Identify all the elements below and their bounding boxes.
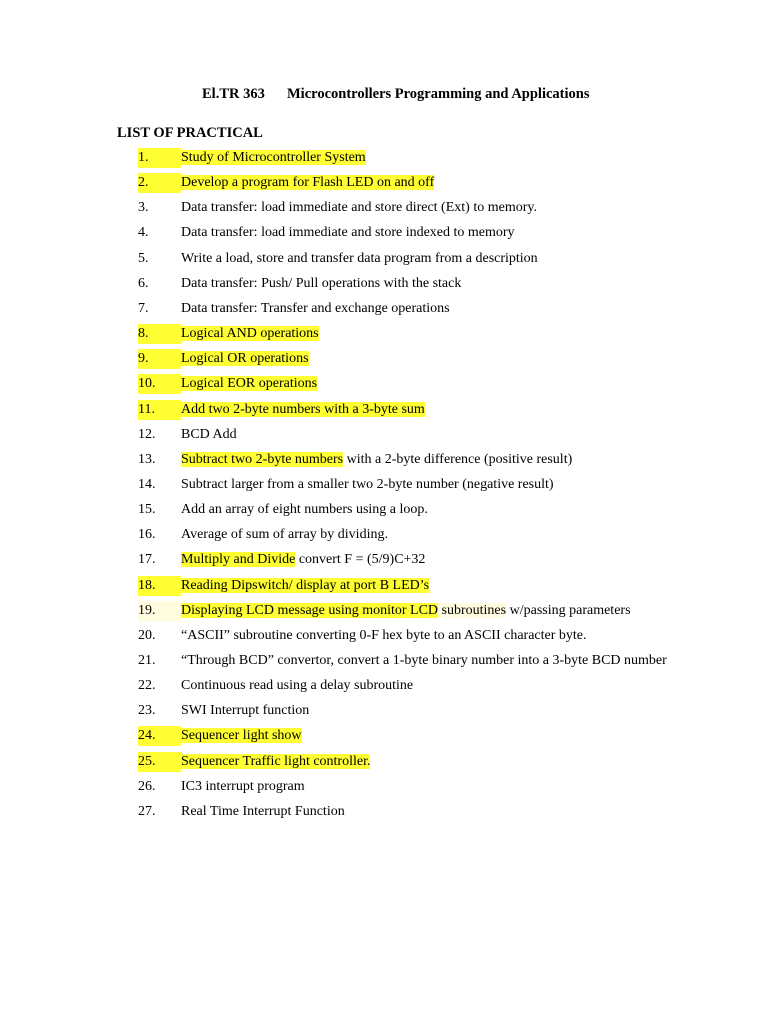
item-number: 12. (138, 426, 156, 442)
item-text (181, 576, 429, 596)
item-text-segment: Write a load, store and transfer data program from a description (181, 250, 538, 266)
item-number: 7. (138, 300, 149, 316)
item-number: 14. (138, 476, 156, 492)
item-text-segment: Sequencer light show (181, 728, 302, 744)
item-text-segment: subroutines (438, 602, 507, 618)
item-text-segment: convert F = (5/9)C+32 (295, 552, 426, 568)
item-number: 2. (138, 173, 181, 193)
item-text (181, 274, 461, 294)
item-text-segment: Logical AND operations (181, 326, 319, 342)
item-text (181, 802, 345, 822)
item-text-segment: w/passing parameters (506, 602, 631, 618)
item-number: 10. (138, 374, 181, 394)
item-text (181, 349, 309, 369)
item-text-segment: Logical EOR operations (181, 376, 318, 392)
item-text (181, 324, 319, 344)
item-number: 5. (138, 250, 149, 266)
item-text (181, 777, 305, 797)
item-text (181, 148, 366, 168)
item-text (181, 173, 434, 193)
item-number: 21. (138, 653, 156, 668)
item-text (181, 525, 388, 545)
item-number: 18. (138, 576, 181, 596)
item-text-segment: Data transfer: load immediate and store indexed to memory (181, 225, 515, 241)
item-text (181, 550, 425, 570)
item-text (181, 400, 425, 420)
item-text (181, 223, 515, 243)
item-text-segment: Data transfer: Push/ Pull operations with the stack (181, 275, 462, 291)
item-text-segment: Data transfer: Transfer and exchange operations (181, 300, 450, 316)
course-code: El.TR 363 (202, 86, 265, 102)
item-number: 20. (138, 627, 156, 643)
item-text (181, 374, 317, 394)
item-text-segment: “ASCII” subroutine converting 0-F hex byte to an ASCII character byte. (181, 627, 587, 643)
item-number: 6. (138, 275, 149, 291)
item-text (181, 475, 554, 495)
item-text-segment: Continuous read using a delay subroutine (181, 678, 414, 694)
item-text-segment: Add two 2-byte numbers with a 3-byte sum (181, 401, 425, 417)
item-text-segment: SWI Interrupt function (181, 703, 310, 719)
item-number: 25. (138, 752, 181, 772)
item-text (181, 752, 370, 772)
item-number: 11. (138, 400, 181, 420)
item-text (181, 500, 428, 520)
item-number: 3. (138, 200, 149, 216)
item-text-segment: Multiply and Divide (181, 552, 296, 568)
item-text (181, 676, 413, 696)
item-text (181, 651, 667, 671)
item-number: 8. (138, 324, 181, 344)
item-number: 9. (138, 349, 181, 369)
item-number: 15. (138, 502, 156, 518)
item-text-segment: Add an array of eight numbers using a loop. (181, 502, 428, 518)
item-number: 17. (138, 552, 156, 568)
item-text-segment: Real Time Interrupt Function (181, 803, 345, 819)
item-text-segment: Displaying LCD message using monitor LCD (181, 602, 439, 618)
item-text-segment: Subtract larger from a smaller two 2-byte number (negative result) (181, 476, 554, 492)
item-number: 13. (138, 451, 156, 467)
item-number: 19. (138, 601, 181, 621)
course-title: Microcontrollers Programming and Applications (287, 86, 590, 102)
item-text-segment: Develop a program for Flash LED on and off (181, 175, 435, 191)
item-number: 26. (138, 778, 156, 794)
course-header (202, 86, 589, 103)
item-number: 22. (138, 678, 156, 694)
item-text (181, 198, 537, 218)
item-text (181, 601, 631, 621)
item-text (181, 299, 450, 319)
item-text-segment: Reading Dipswitch/ display at port B LED’s (181, 577, 430, 593)
item-text (181, 450, 572, 470)
item-text-segment: Subtract two 2-byte numbers (181, 451, 344, 467)
item-text-segment: Logical OR operations (181, 351, 309, 367)
item-number: 23. (138, 703, 156, 719)
list-title: LIST OF PRACTICAL (117, 125, 263, 141)
item-text (181, 626, 587, 646)
item-text (181, 425, 237, 445)
item-number: 24. (138, 726, 181, 746)
item-text (181, 249, 538, 269)
item-number: 1. (138, 148, 181, 168)
item-text-segment: Average of sum of array by dividing. (181, 527, 388, 543)
item-text (181, 726, 302, 746)
item-text (181, 701, 309, 721)
item-text-segment: “Through BCD” convertor, convert a 1-byte binary number into a 3-byte BCD number (181, 653, 667, 668)
item-text-segment: Data transfer: load immediate and store direct (Ext) to memory. (181, 200, 537, 216)
item-text-segment: Sequencer Traffic light controller. (181, 753, 371, 769)
item-text-segment: BCD Add (181, 426, 237, 442)
item-number: 4. (138, 225, 149, 241)
item-number: 16. (138, 527, 156, 543)
item-text-segment: with a 2-byte difference (positive result) (343, 451, 573, 467)
item-text-segment: IC3 interrupt program (181, 778, 305, 794)
item-number: 27. (138, 803, 156, 819)
item-text-segment: Study of Microcontroller System (181, 150, 366, 165)
